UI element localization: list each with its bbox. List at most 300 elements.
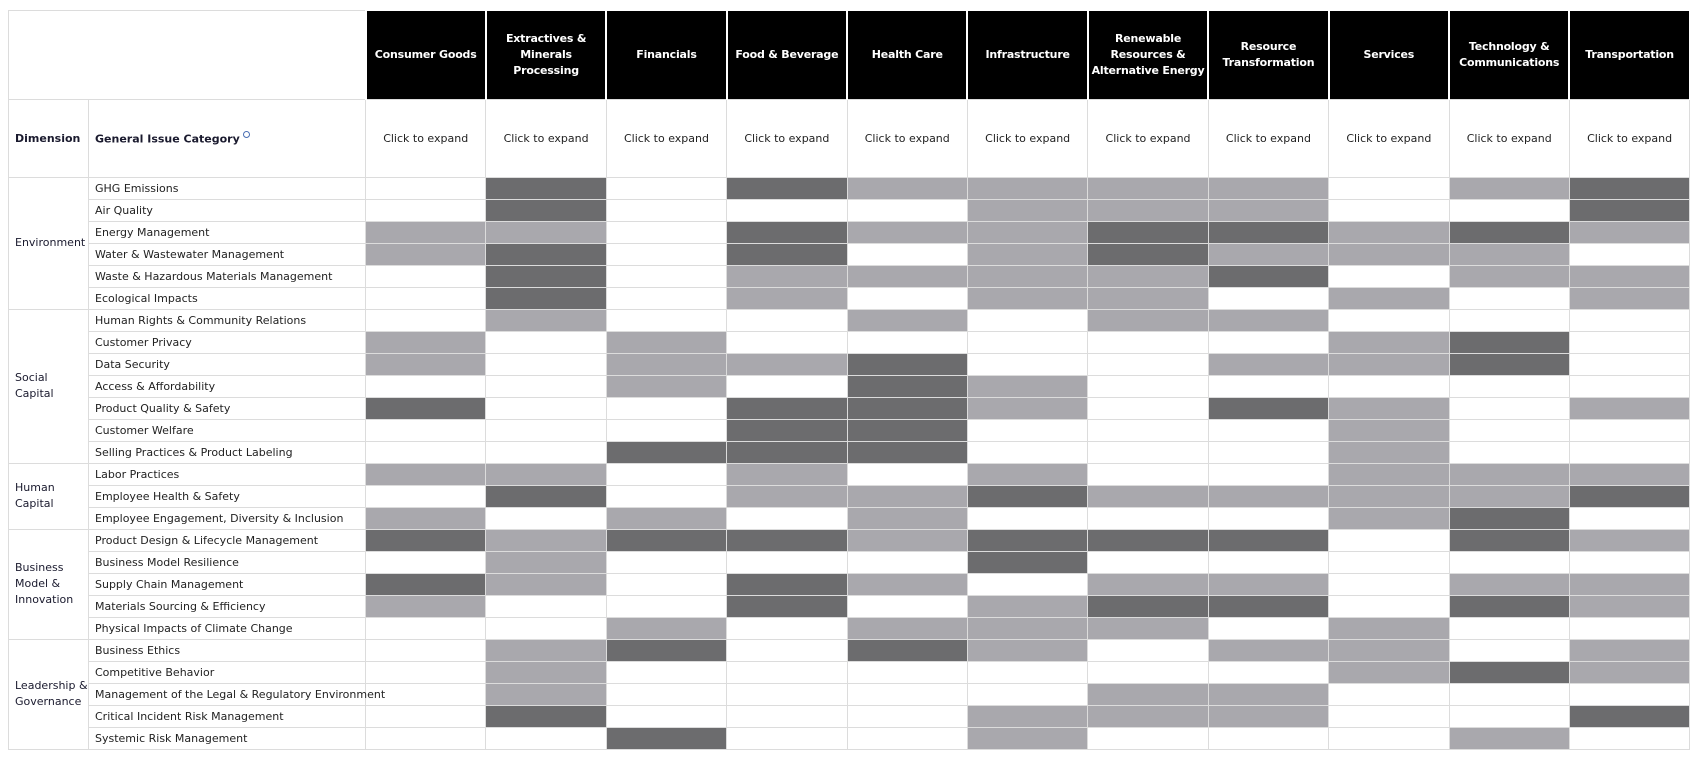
table-row	[9, 485, 1690, 507]
materiality-cell	[1449, 243, 1569, 265]
materiality-cell	[606, 661, 726, 683]
dimension-label: Leadership & Governance	[9, 639, 89, 749]
materiality-cell	[486, 595, 606, 617]
table-row	[9, 727, 1690, 749]
materiality-cell	[727, 573, 847, 595]
table-row	[9, 463, 1690, 485]
info-icon[interactable]	[243, 131, 250, 138]
materiality-cell	[1088, 573, 1208, 595]
materiality-cell	[1449, 463, 1569, 485]
materiality-cell	[486, 639, 606, 661]
materiality-cell	[1569, 573, 1689, 595]
materiality-cell	[1208, 309, 1328, 331]
materiality-cell	[606, 705, 726, 727]
table-row	[9, 331, 1690, 353]
materiality-cell	[967, 199, 1087, 221]
materiality-cell	[1208, 331, 1328, 353]
materiality-cell	[1088, 265, 1208, 287]
materiality-cell	[1088, 441, 1208, 463]
materiality-cell	[1088, 199, 1208, 221]
materiality-cell	[1329, 331, 1449, 353]
materiality-cell	[847, 463, 967, 485]
dimension-label: Environment	[9, 177, 89, 309]
materiality-cell	[1088, 309, 1208, 331]
materiality-cell	[486, 617, 606, 639]
materiality-cell	[1569, 353, 1689, 375]
materiality-cell	[1329, 683, 1449, 705]
materiality-cell	[366, 661, 486, 683]
materiality-cell	[1569, 243, 1689, 265]
materiality-cell	[1449, 375, 1569, 397]
materiality-cell	[967, 463, 1087, 485]
issue-label: Product Design & Lifecycle Management	[89, 529, 366, 551]
materiality-cell	[1088, 463, 1208, 485]
materiality-cell	[727, 705, 847, 727]
materiality-cell	[1569, 551, 1689, 573]
materiality-cell	[366, 573, 486, 595]
materiality-cell	[727, 353, 847, 375]
materiality-cell	[1208, 243, 1328, 265]
issue-label: Air Quality	[89, 199, 366, 221]
table-row	[9, 177, 1690, 199]
materiality-cell	[1569, 419, 1689, 441]
issue-label: Systemic Risk Management	[89, 727, 366, 749]
table-row	[9, 265, 1690, 287]
issue-label: Business Model Resilience	[89, 551, 366, 573]
materiality-cell	[606, 199, 726, 221]
materiality-cell	[1208, 485, 1328, 507]
materiality-cell	[606, 463, 726, 485]
issue-label: Competitive Behavior	[89, 661, 366, 683]
materiality-cell	[847, 617, 967, 639]
materiality-cell	[1329, 441, 1449, 463]
materiality-cell	[967, 221, 1087, 243]
materiality-cell	[1088, 551, 1208, 573]
materiality-cell	[1329, 463, 1449, 485]
materiality-cell	[727, 177, 847, 199]
materiality-cell	[1569, 265, 1689, 287]
materiality-cell	[486, 331, 606, 353]
materiality-cell	[1569, 485, 1689, 507]
materiality-cell	[847, 441, 967, 463]
materiality-cell	[847, 639, 967, 661]
materiality-cell	[1208, 705, 1328, 727]
materiality-cell	[727, 199, 847, 221]
materiality-cell	[486, 199, 606, 221]
materiality-cell	[606, 309, 726, 331]
issue-label: Employee Health & Safety	[89, 485, 366, 507]
materiality-cell	[727, 661, 847, 683]
materiality-cell	[1449, 419, 1569, 441]
materiality-cell	[1088, 639, 1208, 661]
materiality-cell	[847, 419, 967, 441]
materiality-cell	[847, 287, 967, 309]
sector-header: Infrastructure	[967, 11, 1087, 100]
materiality-cell	[1208, 639, 1328, 661]
dimension-label: Social Capital	[9, 309, 89, 463]
materiality-cell	[1449, 221, 1569, 243]
materiality-cell	[606, 485, 726, 507]
table-row	[9, 617, 1690, 639]
materiality-cell	[1208, 419, 1328, 441]
materiality-cell	[1449, 595, 1569, 617]
materiality-cell	[606, 529, 726, 551]
materiality-cell	[967, 705, 1087, 727]
materiality-cell	[366, 177, 486, 199]
materiality-cell	[1088, 287, 1208, 309]
materiality-cell	[1449, 287, 1569, 309]
table-row	[9, 353, 1690, 375]
materiality-cell	[1449, 551, 1569, 573]
materiality-cell	[606, 595, 726, 617]
materiality-cell	[727, 485, 847, 507]
header-blank-corner	[9, 11, 366, 100]
materiality-cell	[1329, 221, 1449, 243]
materiality-cell	[1449, 397, 1569, 419]
table-row	[9, 507, 1690, 529]
materiality-cell	[967, 573, 1087, 595]
materiality-cell	[366, 287, 486, 309]
materiality-cell	[1449, 441, 1569, 463]
materiality-cell	[1449, 199, 1569, 221]
materiality-cell	[1449, 727, 1569, 749]
issue-label: Product Quality & Safety	[89, 397, 366, 419]
sector-header: Consumer Goods	[366, 11, 486, 100]
issue-label: Human Rights & Community Relations	[89, 309, 366, 331]
materiality-cell	[1329, 507, 1449, 529]
materiality-cell	[967, 727, 1087, 749]
materiality-cell	[606, 727, 726, 749]
materiality-cell	[1208, 177, 1328, 199]
materiality-cell	[967, 287, 1087, 309]
sector-header: Services	[1329, 11, 1449, 100]
materiality-cell	[847, 529, 967, 551]
materiality-cell	[606, 265, 726, 287]
table-row	[9, 441, 1690, 463]
materiality-cell	[847, 331, 967, 353]
materiality-cell	[1569, 287, 1689, 309]
materiality-cell	[847, 397, 967, 419]
sector-header: Technology & Communications	[1449, 11, 1569, 100]
materiality-cell	[1569, 639, 1689, 661]
table-row	[9, 199, 1690, 221]
issue-column-header-text: General Issue Category	[95, 132, 240, 146]
materiality-cell	[366, 397, 486, 419]
matrix-body	[9, 177, 1690, 749]
materiality-cell	[1329, 727, 1449, 749]
materiality-cell	[1208, 595, 1328, 617]
materiality-cell	[727, 265, 847, 287]
materiality-cell	[1208, 353, 1328, 375]
materiality-cell	[1208, 265, 1328, 287]
table-row	[9, 683, 1690, 705]
materiality-cell	[727, 683, 847, 705]
materiality-cell	[1088, 485, 1208, 507]
materiality-cell	[1088, 529, 1208, 551]
materiality-cell	[847, 595, 967, 617]
issue-label: Critical Incident Risk Management	[89, 705, 366, 727]
materiality-cell	[847, 551, 967, 573]
materiality-cell	[1208, 221, 1328, 243]
materiality-cell	[1449, 639, 1569, 661]
issue-label: Water & Wastewater Management	[89, 243, 366, 265]
materiality-cell	[1449, 617, 1569, 639]
materiality-cell	[1569, 331, 1689, 353]
materiality-cell	[1329, 287, 1449, 309]
materiality-cell	[847, 485, 967, 507]
materiality-cell	[727, 617, 847, 639]
materiality-cell	[366, 595, 486, 617]
issue-label: Management of the Legal & Regulatory Environment	[89, 683, 366, 705]
materiality-cell	[1088, 683, 1208, 705]
materiality-cell	[486, 309, 606, 331]
materiality-cell	[967, 661, 1087, 683]
materiality-cell	[727, 507, 847, 529]
materiality-cell	[606, 551, 726, 573]
materiality-cell	[1329, 397, 1449, 419]
materiality-cell	[967, 375, 1087, 397]
sector-header-row	[9, 11, 1690, 100]
materiality-cell	[847, 221, 967, 243]
materiality-cell	[366, 243, 486, 265]
expand-sector-button[interactable]: Click to expand	[1208, 99, 1328, 177]
materiality-cell	[1449, 573, 1569, 595]
materiality-cell	[1569, 375, 1689, 397]
materiality-cell	[486, 375, 606, 397]
materiality-cell	[1088, 375, 1208, 397]
materiality-cell	[847, 705, 967, 727]
materiality-cell	[1208, 375, 1328, 397]
materiality-cell	[486, 551, 606, 573]
materiality-cell	[1088, 661, 1208, 683]
materiality-cell	[847, 573, 967, 595]
materiality-cell	[366, 265, 486, 287]
table-row	[9, 221, 1690, 243]
materiality-cell	[967, 595, 1087, 617]
table-row	[9, 639, 1690, 661]
materiality-cell	[1569, 661, 1689, 683]
materiality-cell	[847, 177, 967, 199]
materiality-cell	[1569, 595, 1689, 617]
materiality-cell	[847, 507, 967, 529]
materiality-cell	[1208, 463, 1328, 485]
materiality-cell	[486, 243, 606, 265]
materiality-cell	[1208, 441, 1328, 463]
materiality-cell	[1569, 397, 1689, 419]
expand-sector-button[interactable]: Click to expand	[366, 99, 486, 177]
materiality-cell	[366, 551, 486, 573]
materiality-cell	[1088, 397, 1208, 419]
materiality-cell	[1329, 595, 1449, 617]
materiality-cell	[366, 529, 486, 551]
materiality-cell	[1449, 529, 1569, 551]
table-row	[9, 573, 1690, 595]
materiality-cell	[1569, 727, 1689, 749]
materiality-cell	[1329, 177, 1449, 199]
expand-sector-button[interactable]: Click to expand	[486, 99, 606, 177]
materiality-cell	[486, 353, 606, 375]
materiality-cell	[1569, 507, 1689, 529]
materiality-cell	[1088, 331, 1208, 353]
sector-header: Financials	[606, 11, 726, 100]
materiality-cell	[1449, 309, 1569, 331]
expand-sector-button[interactable]: Click to expand	[1329, 99, 1449, 177]
materiality-cell	[1329, 639, 1449, 661]
materiality-cell	[727, 419, 847, 441]
expand-sector-button[interactable]: Click to expand	[967, 99, 1087, 177]
materiality-cell	[606, 177, 726, 199]
materiality-cell	[366, 617, 486, 639]
materiality-cell	[1449, 177, 1569, 199]
issue-label: Supply Chain Management	[89, 573, 366, 595]
materiality-cell	[1208, 529, 1328, 551]
materiality-cell	[1088, 617, 1208, 639]
materiality-cell	[967, 529, 1087, 551]
materiality-cell	[967, 397, 1087, 419]
issue-label: Waste & Hazardous Materials Management	[89, 265, 366, 287]
materiality-cell	[1208, 199, 1328, 221]
expand-sector-button[interactable]: Click to expand	[847, 99, 967, 177]
materiality-cell	[1449, 353, 1569, 375]
materiality-cell	[1449, 331, 1569, 353]
materiality-cell	[967, 441, 1087, 463]
materiality-cell	[1088, 243, 1208, 265]
materiality-cell	[1088, 419, 1208, 441]
materiality-cell	[366, 705, 486, 727]
materiality-cell	[1329, 705, 1449, 727]
dimension-label: Business Model & Innovation	[9, 529, 89, 639]
materiality-cell	[727, 375, 847, 397]
materiality-cell	[486, 397, 606, 419]
sector-header: Food & Beverage	[727, 11, 847, 100]
materiality-cell	[1088, 507, 1208, 529]
materiality-cell	[1569, 441, 1689, 463]
materiality-cell	[727, 309, 847, 331]
materiality-cell	[366, 221, 486, 243]
materiality-cell	[606, 617, 726, 639]
table-row	[9, 243, 1690, 265]
materiality-cell	[486, 177, 606, 199]
sector-header: Renewable Resources & Alternative Energy	[1088, 11, 1208, 100]
materiality-cell	[366, 353, 486, 375]
materiality-cell	[967, 507, 1087, 529]
materiality-cell	[967, 639, 1087, 661]
materiality-cell	[366, 507, 486, 529]
materiality-cell	[366, 463, 486, 485]
materiality-cell	[1329, 485, 1449, 507]
materiality-cell	[1329, 353, 1449, 375]
table-row	[9, 529, 1690, 551]
expand-sector-button[interactable]: Click to expand	[1449, 99, 1569, 177]
materiality-cell	[486, 573, 606, 595]
materiality-cell	[847, 265, 967, 287]
materiality-cell	[1329, 419, 1449, 441]
materiality-cell	[727, 287, 847, 309]
materiality-cell	[366, 309, 486, 331]
materiality-cell	[847, 199, 967, 221]
materiality-cell	[1449, 485, 1569, 507]
materiality-cell	[606, 353, 726, 375]
dimension-column-header: Dimension	[9, 99, 89, 177]
materiality-cell	[1088, 595, 1208, 617]
materiality-cell	[1569, 309, 1689, 331]
expand-sector-button[interactable]: Click to expand	[727, 99, 847, 177]
materiality-cell	[727, 727, 847, 749]
materiality-cell	[1449, 705, 1569, 727]
materiality-cell	[606, 287, 726, 309]
materiality-cell	[727, 639, 847, 661]
materiality-cell	[1329, 265, 1449, 287]
materiality-cell	[967, 331, 1087, 353]
issue-label: Ecological Impacts	[89, 287, 366, 309]
materiality-cell	[967, 419, 1087, 441]
issue-label: Data Security	[89, 353, 366, 375]
materiality-cell	[967, 265, 1087, 287]
expand-sector-button[interactable]: Click to expand	[1569, 99, 1689, 177]
materiality-cell	[1088, 177, 1208, 199]
materiality-cell	[967, 309, 1087, 331]
materiality-cell	[606, 331, 726, 353]
issue-label: Physical Impacts of Climate Change	[89, 617, 366, 639]
materiality-cell	[1208, 551, 1328, 573]
materiality-cell	[967, 683, 1087, 705]
materiality-cell	[606, 375, 726, 397]
materiality-cell	[1208, 661, 1328, 683]
materiality-cell	[486, 683, 606, 705]
materiality-cell	[1329, 617, 1449, 639]
materiality-cell	[1569, 617, 1689, 639]
expand-sector-button[interactable]: Click to expand	[606, 99, 726, 177]
materiality-cell	[967, 353, 1087, 375]
materiality-cell	[606, 441, 726, 463]
materiality-cell	[967, 243, 1087, 265]
materiality-cell	[1208, 683, 1328, 705]
table-row	[9, 661, 1690, 683]
materiality-cell	[1449, 265, 1569, 287]
materiality-cell	[727, 529, 847, 551]
materiality-cell	[1208, 397, 1328, 419]
materiality-cell	[1569, 529, 1689, 551]
materiality-cell	[727, 331, 847, 353]
materiality-cell	[1329, 199, 1449, 221]
issue-label: Business Ethics	[89, 639, 366, 661]
materiality-cell	[1088, 705, 1208, 727]
materiality-cell	[847, 243, 967, 265]
materiality-cell	[847, 353, 967, 375]
materiality-cell	[967, 177, 1087, 199]
column-label-row	[9, 99, 1690, 177]
table-row	[9, 419, 1690, 441]
materiality-cell	[486, 485, 606, 507]
materiality-cell	[1208, 617, 1328, 639]
materiality-cell	[1208, 287, 1328, 309]
materiality-cell	[1329, 375, 1449, 397]
materiality-cell	[1208, 573, 1328, 595]
materiality-cell	[1329, 573, 1449, 595]
materiality-cell	[606, 573, 726, 595]
sector-header: Transportation	[1569, 11, 1689, 100]
materiality-cell	[1088, 727, 1208, 749]
materiality-cell	[1569, 683, 1689, 705]
materiality-cell	[1569, 463, 1689, 485]
materiality-cell	[486, 661, 606, 683]
materiality-cell	[1329, 551, 1449, 573]
materiality-cell	[847, 309, 967, 331]
issue-label: Materials Sourcing & Efficiency	[89, 595, 366, 617]
materiality-cell	[967, 617, 1087, 639]
table-row	[9, 595, 1690, 617]
expand-sector-button[interactable]: Click to expand	[1088, 99, 1208, 177]
